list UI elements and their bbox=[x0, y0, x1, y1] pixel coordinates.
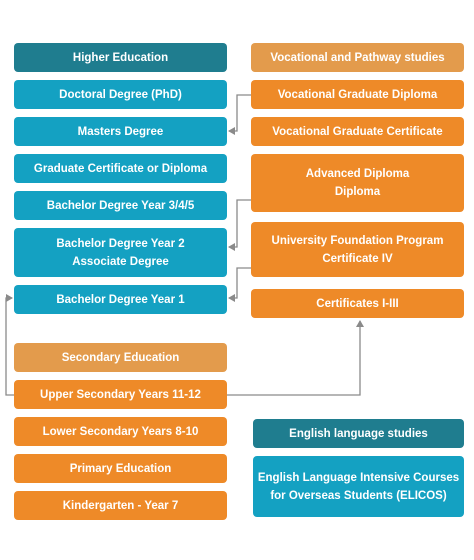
elicos-line2-label: for Overseas Students (ELICOS) bbox=[270, 489, 447, 502]
bachelor-year-2-label: Bachelor Degree Year 2 bbox=[56, 237, 185, 250]
arrow-adv-diploma-to-bachelor-2 bbox=[229, 200, 251, 247]
university-foundation-label: University Foundation Program bbox=[271, 234, 444, 247]
kindergarten-label: Kindergarten - Year 7 bbox=[62, 499, 179, 512]
upper-secondary-label: Upper Secondary Years 11-12 bbox=[40, 388, 201, 401]
bachelor-year-1-label: Bachelor Degree Year 1 bbox=[56, 293, 185, 306]
secondary-education-header-label: Secondary Education bbox=[61, 351, 180, 364]
arrow-upper-secondary-to-bachelor-1 bbox=[6, 298, 14, 395]
elicos-line1-label: English Language Intensive Courses bbox=[257, 471, 460, 484]
arrow-foundation-to-bachelor-1 bbox=[229, 268, 251, 298]
advanced-diploma-label: Advanced Diploma bbox=[305, 168, 410, 180]
graduate-certificate-label: Graduate Certificate or Diploma bbox=[33, 162, 208, 175]
lower-secondary-label: Lower Secondary Years 8-10 bbox=[42, 425, 199, 438]
bachelor-year-345-label: Bachelor Degree Year 3/4/5 bbox=[46, 199, 195, 212]
vocational-graduate-certificate-label: Vocational Graduate Certificate bbox=[272, 125, 443, 138]
english-language-header-label: English language studies bbox=[289, 427, 428, 440]
vocational-graduate-diploma-label: Vocational Graduate Diploma bbox=[277, 88, 438, 101]
arrow-upper-secondary-to-certificates bbox=[227, 321, 360, 395]
certificate-iv-label: Certificate IV bbox=[322, 252, 393, 265]
arrow-voc-diploma-to-masters bbox=[229, 95, 251, 131]
diploma-label: Diploma bbox=[334, 186, 381, 198]
doctoral-degree-label: Doctoral Degree (PhD) bbox=[59, 88, 182, 101]
certificates-i-iii-label: Certificates I-III bbox=[316, 297, 399, 310]
primary-education-label: Primary Education bbox=[69, 462, 172, 475]
vocational-header-label: Vocational and Pathway studies bbox=[270, 51, 445, 64]
masters-degree-label: Masters Degree bbox=[77, 125, 164, 138]
higher-education-header-label: Higher Education bbox=[72, 51, 169, 64]
associate-degree-label: Associate Degree bbox=[72, 255, 169, 268]
